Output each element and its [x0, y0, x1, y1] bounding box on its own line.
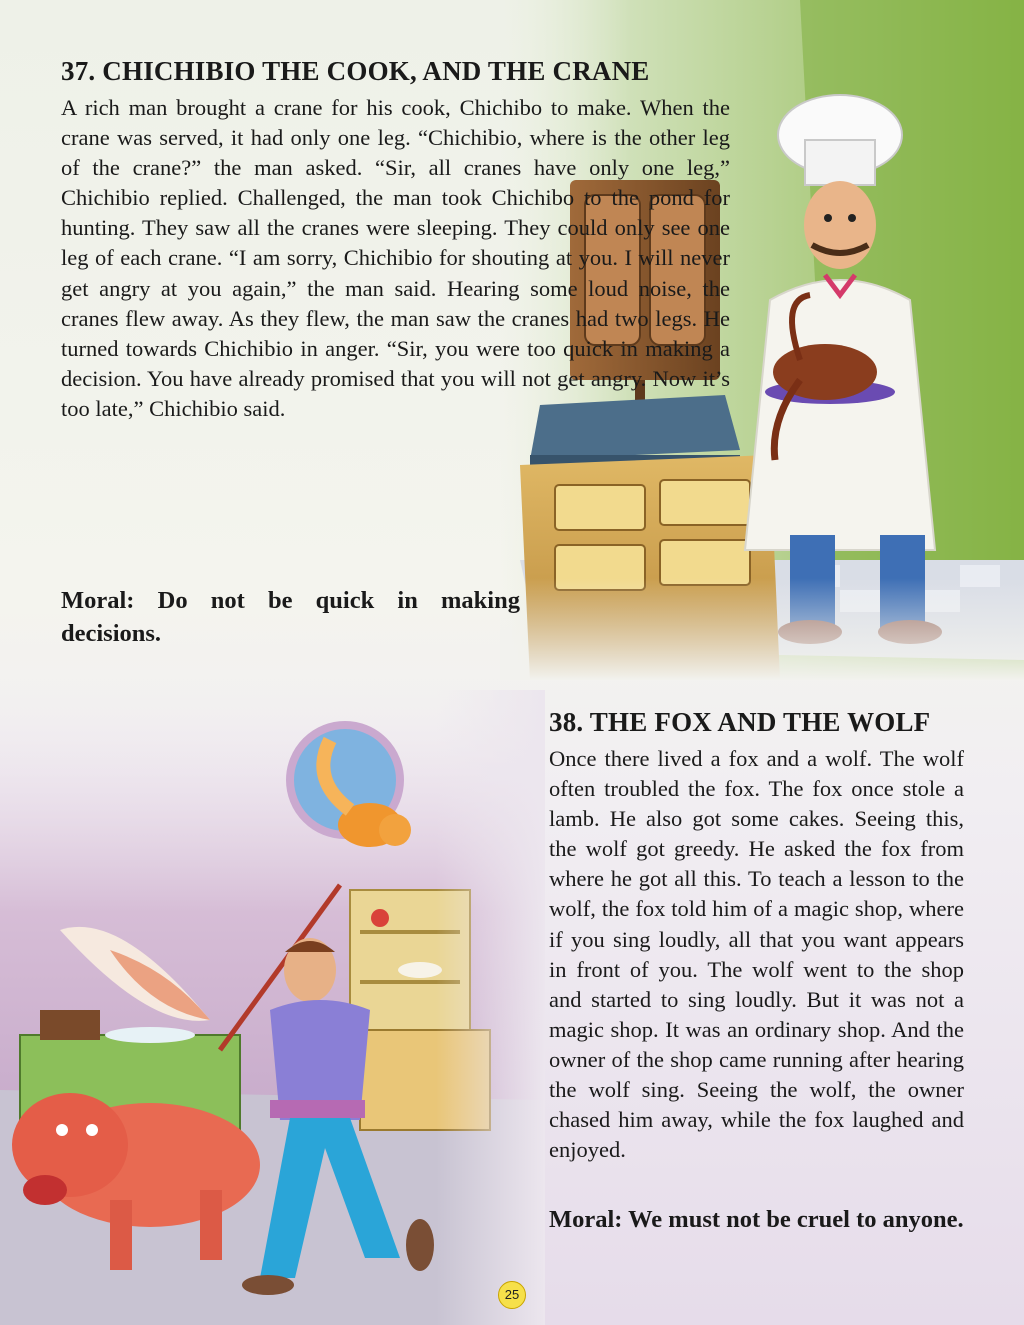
- fox-wolf-illustration: [0, 690, 545, 1325]
- story-moral: Moral: We must not be cruel to anyone.: [549, 1206, 964, 1233]
- story-title: 38. THE FOX AND THE WOLF: [549, 707, 931, 737]
- story-title: 37. CHICHIBIO THE COOK, AND THE CRANE: [61, 56, 650, 86]
- story-moral: Moral: Do not be quick in making decisions.: [61, 587, 520, 647]
- story-body: Once there lived a fox and a wolf. The wolf often troubled the fox. The fox once stole a lamb. He also got some cakes. Seeing this, the wolf got greedy. He asked the fox from where he got all this. To teach a lesson to the wolf, the fox told him of a magic shop, where if you sing loudly, all that you want appears in front of you. The wolf went to the shop and started to sing loudly. But it was not a magic shop. It was an ordinary shop. And the owner of the shop came running after hearing the wolf sing. Seeing the wolf, the owner chased him away, while the fox laughed and enjoyed.: [549, 746, 964, 1163]
- story-body: A rich man brought a crane for his cook, Chichibo to make. When the crane was served, it had only one leg. “Chichibio, where is the other leg of the crane?” the man asked. “Sir, all cranes have only one leg,” Chichibio replied. Challenged, the man took Chichibo to the pond for hunting. They saw all the cranes were sleeping. They could only see one leg of each crane. “I am sorry, Chichibio for shouting at you. I will never get angry at you again,” the man said. Hearing some loud noise, the cranes flew away. As they flew, the man saw the cranes had two legs. He turned towards Chichibio in anger. “Sir, you were too quick in making a decision. You have already promised that you will not get angry. Now it’s too late,” Chichibio said.: [61, 95, 730, 421]
- page-number-badge: 25: [498, 1281, 526, 1309]
